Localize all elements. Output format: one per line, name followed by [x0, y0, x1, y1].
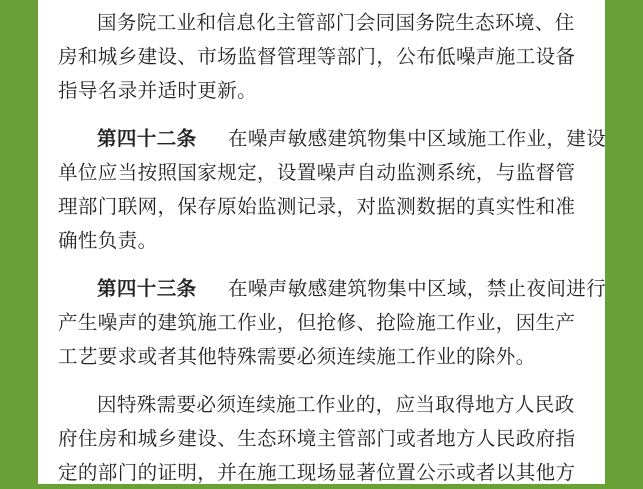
paragraph-4-line-3: 定的部门的证明，并在施工现场显著位置公示或者以其他方 [58, 461, 576, 484]
article-42-line-2: 单位应当按照国家规定，设置噪声自动监测系统，与监督管 [58, 161, 576, 184]
paragraph-1-line-1: 国务院工业和信息化主管部门会同国务院生态环境、住 [97, 11, 575, 34]
paragraph-1-line-3: 指导名录并适时更新。 [58, 79, 258, 102]
article-42-line-4: 确性负责。 [58, 229, 158, 252]
article-42-label: 第四十二条 [97, 127, 197, 150]
article-43-line-1: 在噪声敏感建筑物集中区域，禁止夜间进行 [228, 277, 607, 300]
article-43-line-2: 产生噪声的建筑施工作业，但抢修、抢险施工作业，因生产 [58, 311, 576, 334]
article-43-label: 第四十三条 [97, 277, 197, 300]
paragraph-1-line-2: 房和城乡建设、市场监督管理等部门，公布低噪声施工设备 [58, 45, 576, 68]
paragraph-4-line-2: 府住房和城乡建设、生态环境主管部门或者地方人民政府指 [58, 427, 576, 450]
article-42-line-3: 理部门联网，保存原始监测记录，对监测数据的真实性和准 [58, 195, 576, 218]
article-43-line-3: 工艺要求或者其他特殊需要必须连续施工作业的除外。 [58, 345, 536, 368]
paragraph-4-line-1: 因特殊需要必须连续施工作业的，应当取得地方人民政 [97, 393, 575, 416]
article-42-line-1: 在噪声敏感建筑物集中区域施工作业，建设 [228, 127, 607, 150]
